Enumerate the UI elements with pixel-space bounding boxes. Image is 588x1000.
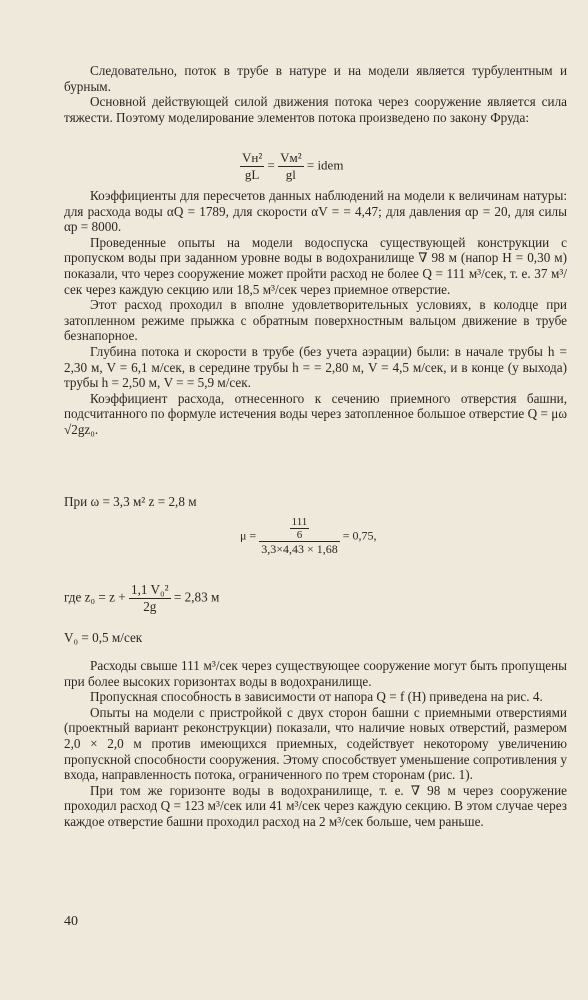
mu-result: = 0,75, — [342, 528, 377, 543]
pri-line: При ω = 3,3 м² z = 2,8 м — [64, 494, 197, 509]
mu-symbol: μ = — [240, 528, 257, 543]
paragraph: Основной действующей силой движения потока через сооружение является сила тяжести. Поэтому моделирование элементов потока произведено по закону Фруда: — [64, 94, 567, 125]
formula-rhs: = idem — [306, 157, 344, 173]
paragraph: Опыты на модели с пристройкой с двух сторон башни с приемными отверстиями (проектный вариант реконструкции) показали, что наличие новых отверстий, размером 2,0 × 2,0 м против имеющихся приемных, содействует некоторому увеличению пропускной способности сооружения. Этому способствует уменьшение сопротивления у входа, направленность потока, ограниченного по трем сторонам (рис. 1). — [64, 704, 567, 783]
paragraph: Расходы свыше 111 м³/сек через существующее сооружение могут быть пропущены при более высоких горизонтах воды в водохранилище. — [64, 658, 567, 689]
paragraph: При том же горизонте воды в водохранилище, т. е. ∇ 98 м через сооружение проходил расход Q = 123 м³/сек или 41 м³/сек через каждую секцию. В этом случае через каждое отверстие башни проходил расход на 2 м³/сек больше, чем раньше. — [64, 782, 567, 829]
z0-formula — [64, 582, 219, 615]
fraction — [129, 582, 171, 615]
z0-result: = 2,83 м — [173, 589, 220, 605]
text-block-top — [64, 63, 567, 125]
text-block-middle — [64, 188, 567, 438]
denominator: gl — [285, 167, 296, 182]
denominator: 3,3×4,43 × 1,68 — [261, 542, 338, 556]
paragraph: Коэффициент расхода, отнесенного к сечению приемного отверстия башни, подсчитанного по формуле истечения воды через затопленное большое отверстие Q = μω √2gz₀. — [64, 390, 567, 437]
numerator: Vн² — [242, 150, 263, 165]
inner-denominator: 6 — [296, 529, 303, 541]
text-block-bottom — [64, 658, 567, 830]
paragraph: Следовательно, поток в трубе в натуре и на модели является турбулентным и бурным. — [64, 63, 567, 94]
fraction — [259, 516, 340, 557]
denominator: gL — [244, 167, 260, 182]
v0-line: V₀ = 0,5 м/сек — [64, 630, 143, 645]
denominator: 2g — [143, 599, 157, 614]
paragraph: Пропускная способность в зависимости от напора Q = f (H) приведена на рис. 4. — [90, 689, 543, 705]
paragraph: Проведенные опыты на модели водоспуска существующей конструкции с пропуском воды при заданном уровне воды в водохранилище ∇ 98 м (напор H = 0,30 м) показали, что через сооружение может пройти расход не более Q = 111 м³/сек, т. е. 37 м³/сек через каждую секцию или 18,5 м³/сек через приемное отверстие. — [64, 234, 567, 297]
numerator — [259, 516, 340, 542]
numerator: Vм² — [280, 150, 302, 165]
fraction — [240, 150, 264, 183]
paragraph: Этот расход проходил в вполне удовлетворительных условиях, в колодце при затопленном режиме прыжка с обратным поверхностным вальцом движение в трубе безнапорное. — [64, 297, 567, 344]
z0-prefix: где z₀ = z + — [64, 589, 126, 605]
paragraph: Глубина потока и скорости в трубе (без учета аэрации) были: в начале трубы h = 2,30 м, V = 6,1 м/сек, в середине трубы h = = 2,80 м, V = 4,5 м/сек, и в конце (у выхода) трубы h = 2,50 м, V = = 5,9 м/сек. — [64, 343, 567, 391]
mu-formula — [240, 516, 377, 557]
page-number: 40 — [64, 914, 78, 929]
froude-formula: $\frac{\text{Vн²}}{gL}$ = $\frac{\text{Vм²}}{gl}$ = idem — [242, 150, 344, 182]
fraction — [278, 150, 304, 183]
numerator: 1,1 V₀² — [130, 582, 169, 597]
inner-numerator: 111 — [291, 516, 308, 528]
paragraph: Коэффициенты для пересчетов данных наблюдений на модели к величинам натуры: для расхода воды αQ = 1789, для скорости αV = = 4,47; для давления αр = 20, для силы αр = 8000. — [64, 188, 567, 235]
inner-fraction — [290, 516, 310, 541]
